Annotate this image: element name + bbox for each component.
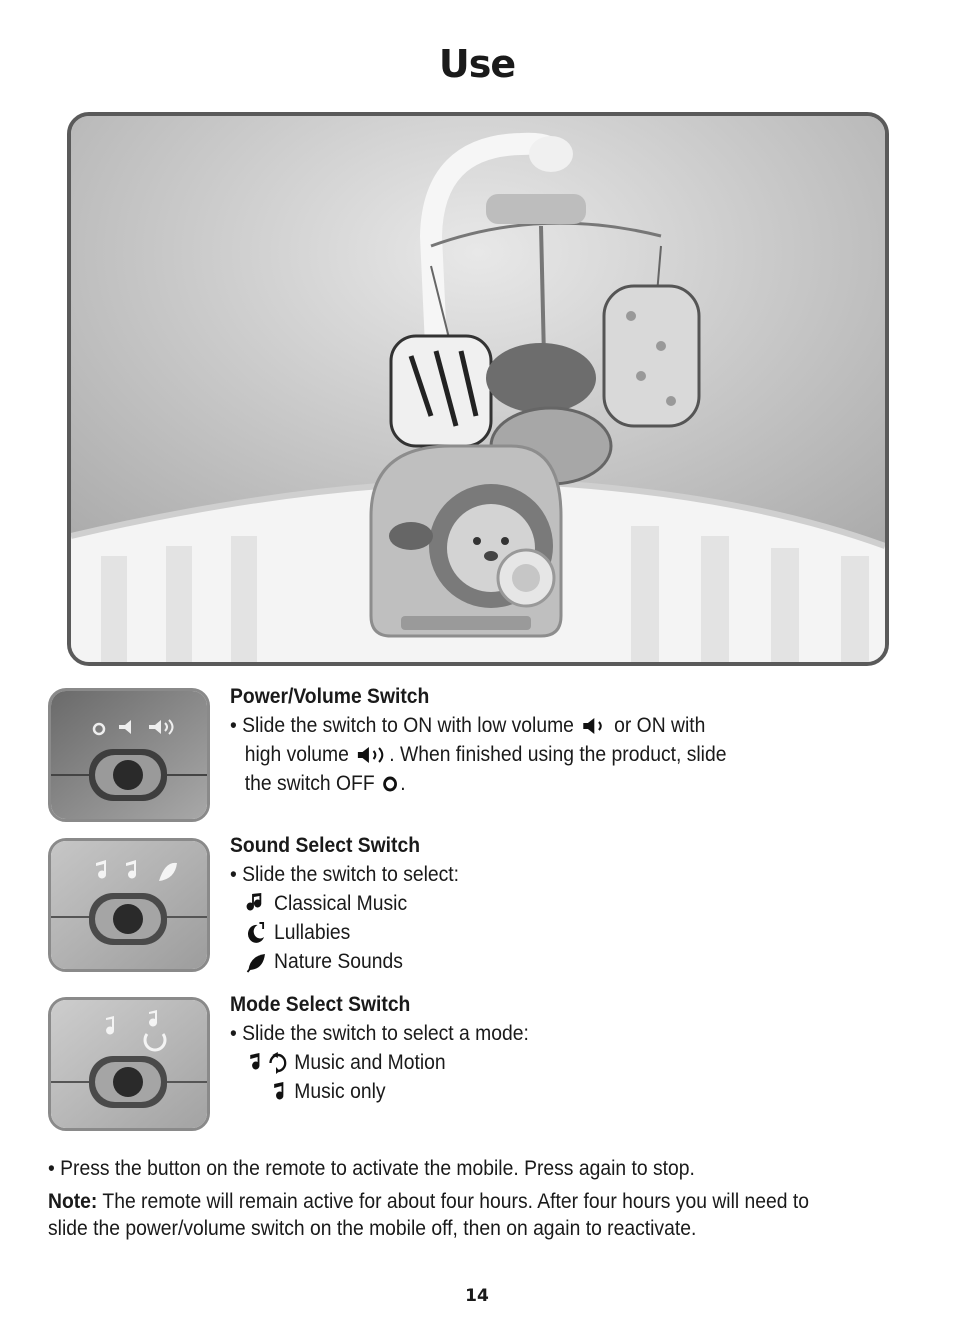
- note-paragraph: [48, 1188, 848, 1242]
- power-line2-tail: . When finished using the product, slide: [389, 743, 727, 766]
- mode-select-intro: • Slide the switch to select a mode:: [230, 1022, 529, 1045]
- leaf-icon: [245, 950, 269, 974]
- mode-select-switch-image: [48, 997, 210, 1131]
- sound-option-lullabies-label: Lullabies: [274, 921, 351, 944]
- low-volume-icon: [579, 717, 608, 735]
- power-line3-tail: .: [400, 772, 406, 795]
- product-photo: [67, 112, 889, 666]
- note-line2: slide the power/volume switch on the mobile off, then on again to reactivate.: [48, 1217, 697, 1240]
- note-rotate-icon: [245, 1051, 289, 1075]
- note-label: Note:: [48, 1190, 98, 1213]
- note-line1: The remote will remain active for about four hours. After four hours you will need to: [97, 1190, 809, 1213]
- power-line3-text: the switch OFF: [244, 772, 375, 795]
- moon-note-icon: [245, 921, 269, 945]
- power-line2-text: high volume: [244, 743, 349, 766]
- sound-select-section: [230, 831, 459, 976]
- page-title: Use: [438, 42, 516, 86]
- page-number: 14: [465, 1286, 489, 1306]
- sound-option-nature: [230, 947, 459, 976]
- mode-select-section: [230, 990, 529, 1106]
- sound-option-nature-label: Nature Sounds: [274, 950, 403, 973]
- sound-option-classical-label: Classical Music: [274, 892, 408, 915]
- off-icon: [380, 775, 400, 793]
- mode-option-music-only-label: Music only: [294, 1080, 386, 1103]
- power-volume-switch-image: [48, 688, 210, 822]
- mode-option-music-only: [230, 1077, 529, 1106]
- note-icon: [267, 1080, 289, 1104]
- power-line1-tail: or ON with: [614, 714, 706, 737]
- sound-option-lullabies: [230, 918, 459, 947]
- double-note-icon: [245, 892, 269, 916]
- sound-option-classical: [230, 889, 459, 918]
- sound-select-switch-image: [48, 838, 210, 972]
- power-line1-text: • Slide the switch to ON with low volume: [230, 714, 574, 737]
- remote-instruction: • Press the button on the remote to activate the mobile. Press again to stop.: [48, 1157, 695, 1180]
- sound-select-heading: Sound Select Switch: [230, 834, 421, 857]
- high-volume-icon: [354, 746, 389, 764]
- mode-option-music-motion: [230, 1048, 529, 1077]
- power-volume-section: [230, 682, 726, 798]
- sound-select-intro: • Slide the switch to select:: [230, 863, 460, 886]
- mode-select-heading: Mode Select Switch: [230, 993, 411, 1016]
- mode-option-music-motion-label: Music and Motion: [294, 1051, 446, 1074]
- power-volume-heading: Power/Volume Switch: [230, 685, 430, 708]
